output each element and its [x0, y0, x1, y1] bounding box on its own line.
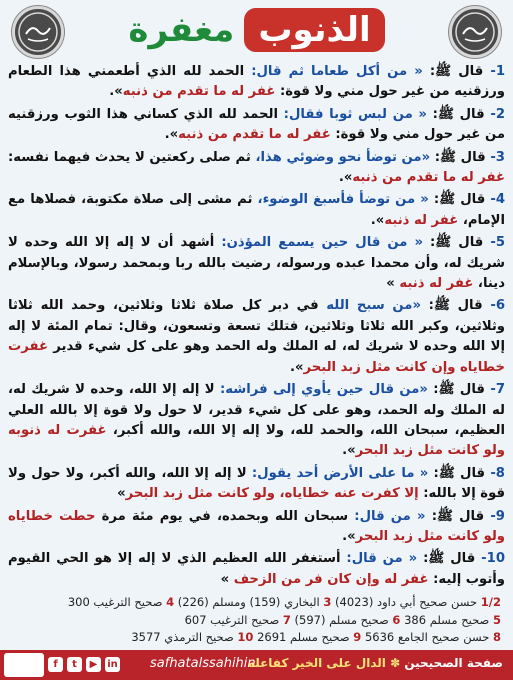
footer [0, 650, 513, 680]
hadith-close: » [220, 571, 234, 587]
reference-number: 9 [353, 630, 362, 644]
hadith-number: 9- [490, 508, 505, 524]
hadith-close: » [386, 276, 400, 292]
twitter-icon[interactable]: t [67, 657, 82, 672]
title-red: الذنوب [244, 8, 384, 52]
hadith-intro: قال ﷺ: [427, 382, 491, 398]
hadith-lead: « ما على الأرض أحد يقول: [246, 465, 429, 481]
hadith-lead: «من توضأ نحو وضوئي هذا، [250, 149, 431, 165]
hadith-item [8, 62, 505, 103]
hadith-intro: قال ﷺ: [420, 298, 491, 314]
reference-source: صحيح مسلم 2691 [253, 630, 354, 644]
hadith-number: 7- [490, 382, 506, 398]
hadith-reward: حطت خطاياه ولو كانت مثل زبد البحر [8, 508, 505, 544]
hadith-lead: « من لبس ثوبا فقال: [277, 106, 427, 122]
hadith-reward: غفر له وإن كان فر من الزحف [233, 571, 429, 587]
hadith-lead: « من أكل طعاما ثم قال: [244, 64, 423, 79]
reference-line [12, 629, 501, 647]
hadith-reward: إلا كفرت عنه خطاياه، ولو كانت مثل زبد البحر [125, 486, 419, 502]
hadith-item [8, 148, 505, 189]
hadith-lead: « من قال: [348, 508, 426, 524]
hadith-intro: قال ﷺ: [426, 106, 491, 122]
reference-source: صحيح الترمذي 3577 [131, 630, 238, 644]
hadith-item [8, 549, 505, 590]
reference-number: 6 [392, 612, 401, 627]
hadith-close: » [117, 486, 126, 502]
hadith-text: الحمد لله الذي أطعمني هذا الطعام ورزقنيه من غير حول مني ولا قوة: [8, 64, 505, 100]
hadith-list [8, 62, 505, 594]
hadith-number: 1- [490, 64, 506, 79]
hadith-text: في دبر كل صلاة ثلاثا وثلاثين، وحمد الله ثلاثا وثلاثين، وكبر الله ثلاثا وثلاثين، فتلك تسعة وتسعون، وقال: تمام المئة لا إله إلا الله وحده لا شريك له، له الملك وله الحمد وهو على كل شيء قدير [8, 298, 505, 355]
hadith-text: ثم مشى إلى صلاة مكتوبة، فصلاها مع الإمام، [8, 192, 505, 228]
reference-source: صحيح مسلم 386 [400, 612, 493, 627]
hadith-close: ». [109, 84, 123, 100]
reference-source: حسن صحيح أبي داود (4023) [331, 595, 481, 609]
reference-number: 1/2 [480, 595, 501, 609]
reference-source: صحيح الترغيب 607 [184, 612, 283, 627]
hadith-reward: غفرت خطاياه وإن كانت مثل زبد البحر [8, 339, 505, 375]
hadith-close: ». [370, 212, 385, 228]
hadith-close: ». [342, 443, 356, 459]
hadith-close: ». [338, 170, 353, 186]
hadith-text: سبحان الله وبحمده، في يوم مئة مرة [95, 508, 349, 524]
hadith-number: 10- [481, 551, 505, 567]
reference-line [12, 594, 501, 612]
hadith-number: 4- [490, 192, 505, 208]
reference-source: حسن صحيح الجامع 5636 [361, 630, 493, 644]
hadith-lead: « من توضأ فأسبغ الوضوء، [252, 192, 429, 208]
reference-number: 8 [492, 630, 501, 644]
reference-number: 4 [166, 595, 175, 609]
seal-icon [15, 9, 61, 55]
hadith-text: الحمد لله الذي كساني هذا الثوب ورزقنيه من غير حول مني ولا قوة: [8, 106, 505, 143]
hadith-text: أشهد أن لا إله إلا الله وحده لا شريك له، وأن محمدا عبده ورسوله، رضيت بالله ربا وبمحمد رسولا، وبالإسلام دينا، [8, 235, 505, 292]
hadith-text: لا إله إلا الله، والله أكبر، ولا حول ولا قوة إلا بالله: [8, 465, 505, 502]
references [12, 594, 501, 648]
hadith-lead: «من قال حين يأوي إلى فراشه: [214, 382, 428, 398]
hadith-intro: قال ﷺ: [428, 192, 491, 208]
youtube-icon[interactable]: ▶ [86, 657, 101, 672]
hadith-close: ». [289, 359, 304, 375]
reference-number: 5 [492, 612, 501, 627]
hadith-lead: « من قال: [340, 551, 418, 567]
hadith-number: 8- [490, 465, 505, 481]
title-green: مغفرة [128, 10, 235, 50]
hadith-item [8, 105, 505, 146]
hadith-intro: قال ﷺ: [430, 149, 491, 165]
footer-logo [4, 653, 44, 677]
facebook-icon[interactable]: f [48, 657, 63, 672]
reference-number: 10 [237, 630, 254, 644]
hadith-close: ». [342, 528, 356, 544]
hadith-number: 3- [490, 149, 505, 165]
header [0, 0, 513, 62]
reference-source: البخاري (159) ومسلم (226) [174, 595, 324, 609]
hadith-intro: قال ﷺ: [422, 235, 491, 251]
reference-number: 3 [323, 595, 332, 609]
hadith-text: ثم صلى ركعتين لا يحدث فيهما نفسه: [8, 149, 251, 165]
hadith-reward: غفر له ذنبه [384, 212, 459, 228]
footer-handle[interactable]: safhatalssahihin [150, 656, 256, 671]
reference-number: 7 [282, 612, 291, 627]
hadith-intro: قال ﷺ: [417, 551, 482, 567]
hadith-reward: غفر له ما تقدم من ذنبه [122, 84, 276, 100]
linkedin-icon[interactable]: in [105, 657, 120, 672]
seal-icon [452, 9, 498, 55]
hadith-intro: قال ﷺ: [422, 64, 491, 79]
hadith-lead: « من قال حين يسمع المؤذن: [214, 235, 423, 251]
seal-logo-right [449, 6, 501, 58]
hadith-item [8, 233, 505, 294]
hadith-item [8, 464, 505, 505]
seal-logo-left [12, 6, 64, 58]
hadith-lead: «من سبح الله [318, 298, 421, 314]
hadith-item [8, 507, 505, 548]
hadith-text: أستغفر الله العظيم الذي لا إله إلا هو الحي القيوم وأتوب إليه: [8, 551, 505, 587]
reference-source: صحيح مسلم (597) [290, 612, 393, 627]
hadith-text: لا إله إلا الله، وحده لا شريك له، له الملك وله الحمد، وهو على كل شيء قدير، لا حول ولا قوة إلا بالله العلي العظيم، سبحان الله، والحمد لله، ولا إله إلا الله، والله أكبر، [8, 382, 505, 438]
hadith-reward: غفر له ما تقدم من ذنبه [178, 127, 331, 143]
hadith-item [8, 190, 505, 231]
footer-page-name: صفحة الصحيحين [404, 656, 503, 670]
hadith-intro: قال ﷺ: [425, 508, 491, 524]
hadith-reward: غفر له ذنبه [399, 276, 474, 292]
hadith-reward: غفرت له ذنوبه ولو كانت مثل زبد البحر [8, 422, 505, 459]
hadith-item [8, 380, 505, 462]
reference-source: صحيح الترغيب 300 [67, 595, 167, 609]
page-title [88, 6, 425, 54]
footer-motto: الدال على الخير كفاعله [247, 656, 386, 670]
hadith-number: 6- [490, 298, 505, 314]
hadith-close: ». [164, 127, 179, 143]
social-icons [48, 657, 120, 672]
hadith-number: 2- [490, 106, 505, 122]
hadith-reward: غفر له ما تقدم من ذنبه [352, 170, 505, 186]
hadith-number: 5- [490, 235, 505, 251]
footer-signature: صفحة الصحيحين ✽ الدال على الخير كفاعله [247, 656, 503, 670]
hadith-item [8, 296, 505, 378]
reference-line [12, 612, 501, 630]
hadith-intro: قال ﷺ: [428, 465, 491, 481]
